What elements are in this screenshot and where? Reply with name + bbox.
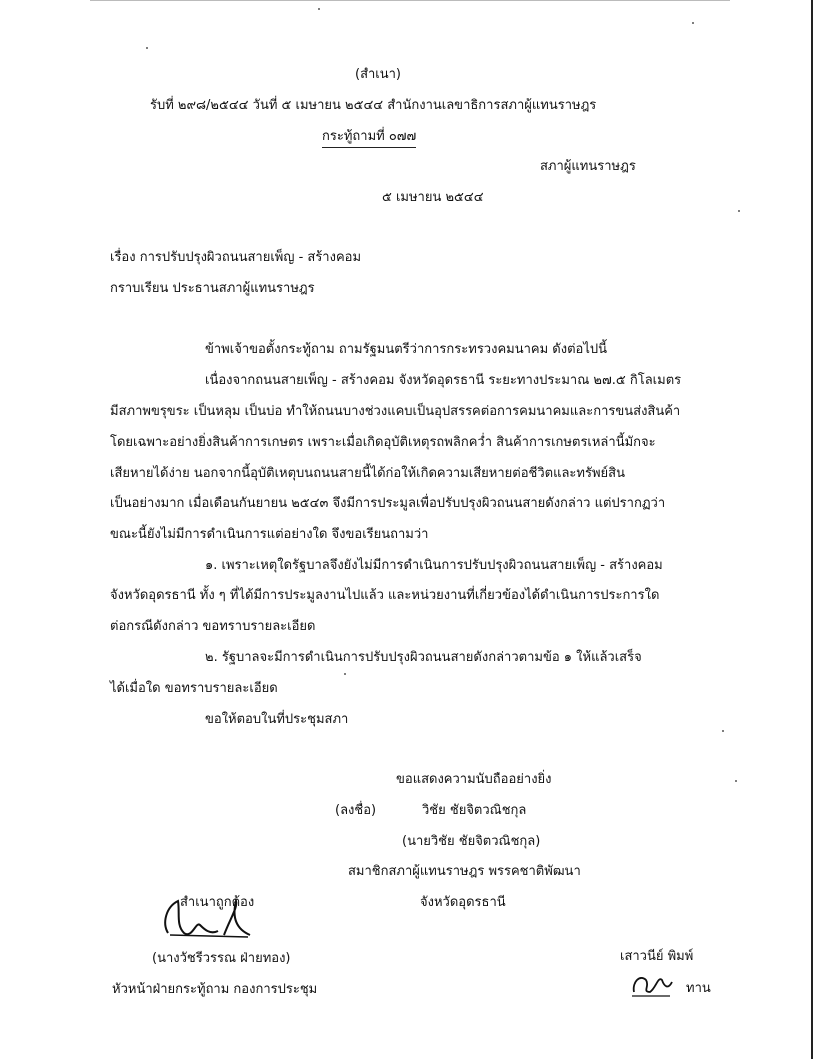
checker-initials	[628, 968, 676, 1000]
body-line: โดยเฉพาะอย่างยิ่งสินค้าการเกษตร เพราะเมื่อเกิดอุบัติเหตุรถพลิกคว่ำ สินค้าการเกษตรเหล่านี้มักจะ	[110, 435, 656, 450]
printed-name: (นายวิชัย ชัยจิตวณิชกุล)	[402, 834, 541, 849]
body-line: เป็นอย่างมาก เมื่อเดือนกันยายน ๒๕๔๓ จึงมีการประมูลเพื่อปรับปรุงผิวถนนสายดังกล่าว แต่ปรากฏว่า	[110, 496, 666, 511]
salutation-line: กราบเรียน ประธานสภาผู้แทนราษฎร	[110, 281, 315, 296]
body-line: เนื่องจากถนนสายเพ็ญ - สร้างคอม จังหวัดอุดรธานี ระยะทางประมาณ ๒๗.๕ กิโลเมตร	[205, 373, 682, 388]
body-line: ๒. รัฐบาลจะมีการดำเนินการปรับปรุงผิวถนนสายดังกล่าวตามข้อ ๑ ให้แล้วเสร็จ	[205, 650, 642, 665]
body-line: ได้เมื่อใด ขอทราบรายละเอียด	[110, 681, 278, 696]
copy-mark: (สำเนา)	[355, 67, 402, 82]
scan-speck	[738, 210, 740, 212]
certifier-name: (นางวัชรีวรรณ ฝ่ายทอง)	[152, 951, 291, 966]
document-date: ๕ เมษายน ๒๕๔๔	[382, 190, 484, 205]
body-line: ต่อกรณีดังกล่าว ขอทราบรายละเอียด	[110, 619, 316, 634]
scan-speck	[318, 8, 320, 10]
question-number: กระทู้ถามที่ ๐๗๗	[322, 128, 416, 148]
checker-label: ทาน	[686, 981, 711, 996]
page-right-edge	[811, 0, 813, 1059]
member-position: สมาชิกสภาผู้แทนราษฎร พรรคชาติพัฒนา	[348, 864, 581, 879]
body-line: มีสภาพขรุขระ เป็นหลุม เป็นบ่อ ทำให้ถนนบางช่วงแคบเป็นอุปสรรคต่อการคมนาคมและการขนส่งสินค้า	[110, 404, 681, 419]
body-line: ๑. เพราะเหตุใดรัฐบาลจึงยังไม่มีการดำเนินการปรับปรุงผิวถนนสายเพ็ญ - สร้างคอม	[205, 558, 663, 573]
scan-speck	[735, 780, 737, 782]
scan-speck	[344, 673, 346, 675]
signed-name: วิชัย ชัยจิตวณิชกุล	[422, 803, 527, 818]
typist-name: เสาวนีย์ พิมพ์	[620, 949, 694, 964]
scan-speck	[692, 22, 694, 24]
receipt-line: รับที่ ๒๙๘/๒๕๔๔ วันที่ ๕ เมษายน ๒๕๔๔ สำนักงานเลขาธิการสภาผู้แทนราษฎร	[150, 98, 597, 113]
top-border-line	[90, 0, 730, 1]
subject-line: เรื่อง การปรับปรุงผิวถนนสายเพ็ญ - สร้างคอม	[110, 250, 362, 265]
scan-speck	[146, 47, 148, 49]
member-province: จังหวัดอุดรธานี	[420, 895, 506, 910]
body-line: ขณะนี้ยังไม่มีการดำเนินการแต่อย่างใด จึงขอเรียนถามว่า	[110, 527, 429, 542]
body-line: ขอให้ตอบในที่ประชุมสภา	[205, 712, 349, 727]
addressee-org: สภาผู้แทนราษฎร	[540, 159, 636, 174]
certified-copy-label: สำเนาถูกต้อง	[180, 895, 255, 910]
signed-label: (ลงชื่อ)	[335, 803, 377, 818]
body-line: เสียหายได้ง่าย นอกจากนี้อุบัติเหตุบนถนนสายนี้ได้ก่อให้เกิดความเสียหายต่อชีวิตและทรัพย์สิน	[110, 466, 625, 481]
certifier-title: หัวหน้าฝ่ายกระทู้ถาม กองการประชุม	[112, 982, 318, 997]
body-line: ข้าพเจ้าขอตั้งกระทู้ถาม ถามรัฐมนตรีว่าการกระทรวงคมนาคม ดังต่อไปนี้	[205, 342, 608, 357]
closing-regards: ขอแสดงความนับถืออย่างยิ่ง	[396, 772, 552, 787]
body-line: จังหวัดอุดรธานี ทั้ง ๆ ที่ได้มีการประมูลงานไปแล้ว และหน่วยงานที่เกี่ยวข้องได้ดำเนินการประการใด	[110, 588, 660, 603]
handwritten-signature	[150, 895, 260, 945]
scan-speck	[722, 730, 724, 732]
